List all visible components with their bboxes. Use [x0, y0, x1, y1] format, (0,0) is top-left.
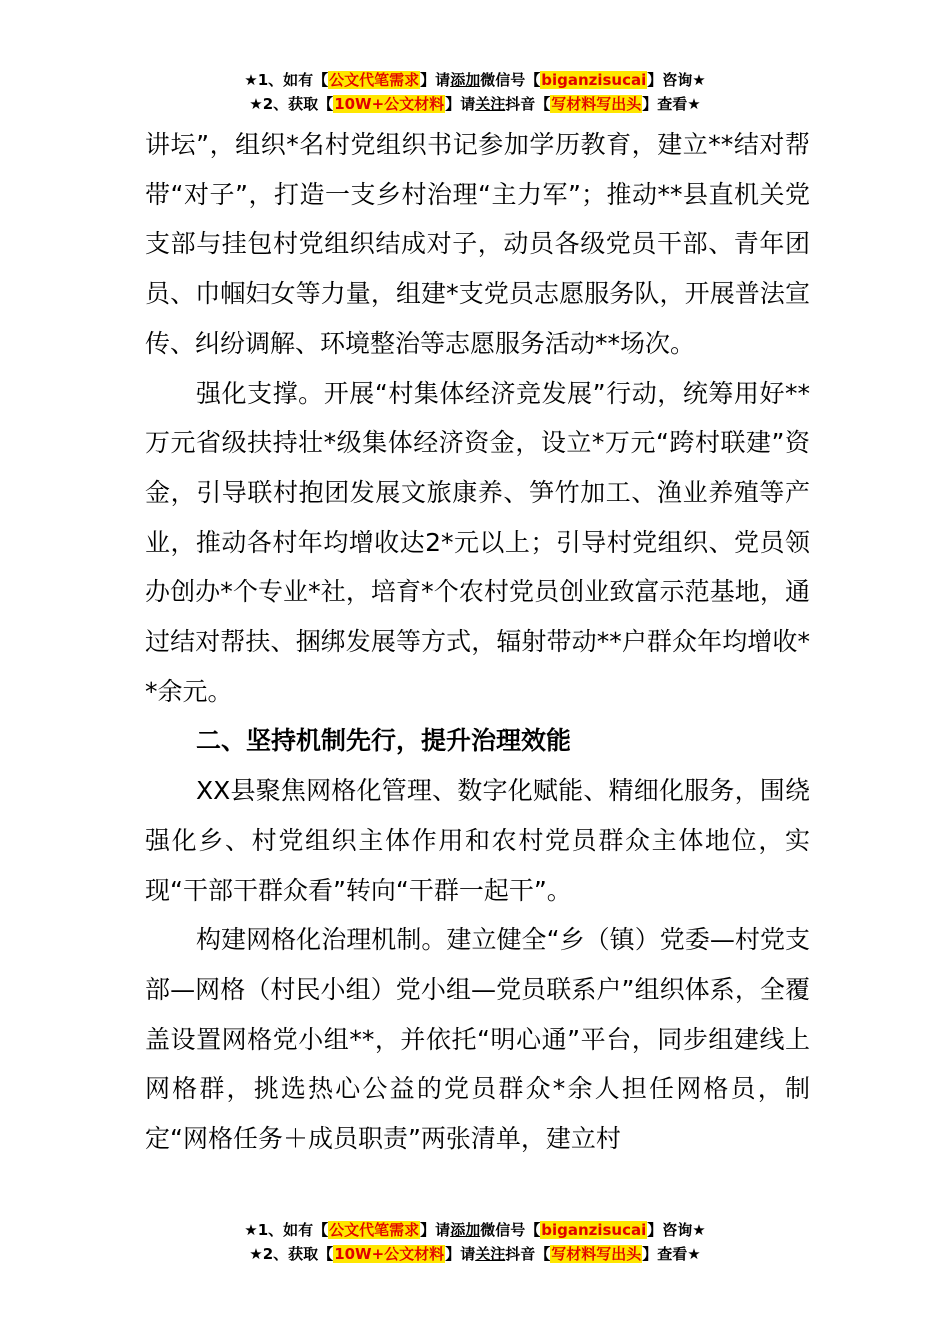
paragraph: 强化支撑。开展“村集体经济竞发展”行动，统筹用好**万元省级扶持壮*级集体经济资金，设立*万元“跨村联建”资金，引导联村抱团发展文旅康养、笋竹加工、渔业养殖等产业，推动各村年均增收达2*元以上；引导村党组织、党员领办创办*个专业*社，培育*个农村党员创业致富示范基地，通过结对帮扶、捆绑发展等方式，辐射带动**户群众年均增收**余元。: [145, 378, 810, 706]
banner-text: 】请: [420, 71, 451, 89]
banner-text: 微信号【: [480, 1221, 541, 1239]
banner-underlined-text: 关注: [475, 1245, 506, 1263]
banner-line-2: [0, 92, 950, 116]
banner-text: ★2、获取【: [249, 1245, 334, 1263]
banner-text: 】查看★: [642, 1245, 701, 1263]
banner-text: 】请: [420, 1221, 451, 1239]
banner-highlight: biganzisucai: [541, 71, 647, 89]
banner-text: 微信号【: [480, 71, 541, 89]
paragraph: 讲坛”，组织*名村党组织书记参加学历教育，建立**结对帮带“对子”，打造一支乡村治理“主力军”；推动**县直机关党支部与挂包村党组织结成对子，动员各级党员干部、青年团员、巾帼妇女等力量，组建*支党员志愿服务队，开展普法宣传、纠纷调解、环境整治等志愿服务活动**场次。: [145, 130, 810, 358]
banner-highlight: 写材料写出头: [551, 95, 642, 113]
banner-text: 抖音【: [505, 1245, 551, 1263]
bottom-banner: [0, 1218, 950, 1266]
banner-text: ★2、获取【: [249, 95, 334, 113]
paragraph: 构建网格化治理机制。建立健全“乡（镇）党委—村党支部—网格（村民小组）党小组—党员联系户”组织体系，全覆盖设置网格党小组**，并依托“明心通”平台，同步组建线上网格群，挑选热心公益的党员群众*余人担任网格员，制定“网格任务＋成员职责”两张清单，建立村: [145, 925, 810, 1154]
banner-highlight: biganzisucai: [541, 1221, 647, 1239]
banner-line-2: [0, 1242, 950, 1266]
paragraph: XX县聚焦网格化管理、数字化赋能、精细化服务，围绕强化乡、村党组织主体作用和农村党员群众主体地位，实现“干部干群众看”转向“干群一起干”。: [145, 776, 810, 905]
banner-highlight: 10W+公文材料: [334, 1245, 445, 1263]
banner-highlight: 10W+公文材料: [334, 95, 445, 113]
banner-text: 】咨询★: [647, 71, 706, 89]
banner-text: 】查看★: [642, 95, 701, 113]
banner-line-1: [0, 1218, 950, 1242]
banner-highlight: 公文代笔需求: [329, 71, 420, 89]
banner-text: 抖音【: [505, 95, 551, 113]
document-body: [145, 120, 810, 1164]
banner-text: ★1、如有【: [244, 71, 329, 89]
top-banner: [0, 68, 950, 116]
banner-line-1: [0, 68, 950, 92]
banner-text: 】请: [445, 1245, 476, 1263]
banner-underlined-text: 添加: [450, 1221, 481, 1239]
section-heading: 二、坚持机制先行，提升治理效能: [196, 726, 572, 756]
banner-text: ★1、如有【: [244, 1221, 329, 1239]
banner-text: 】请: [445, 95, 476, 113]
banner-underlined-text: 添加: [450, 71, 481, 89]
banner-highlight: 公文代笔需求: [329, 1221, 420, 1239]
banner-underlined-text: 关注: [475, 95, 506, 113]
banner-text: 】咨询★: [647, 1221, 706, 1239]
banner-highlight: 写材料写出头: [551, 1245, 642, 1263]
